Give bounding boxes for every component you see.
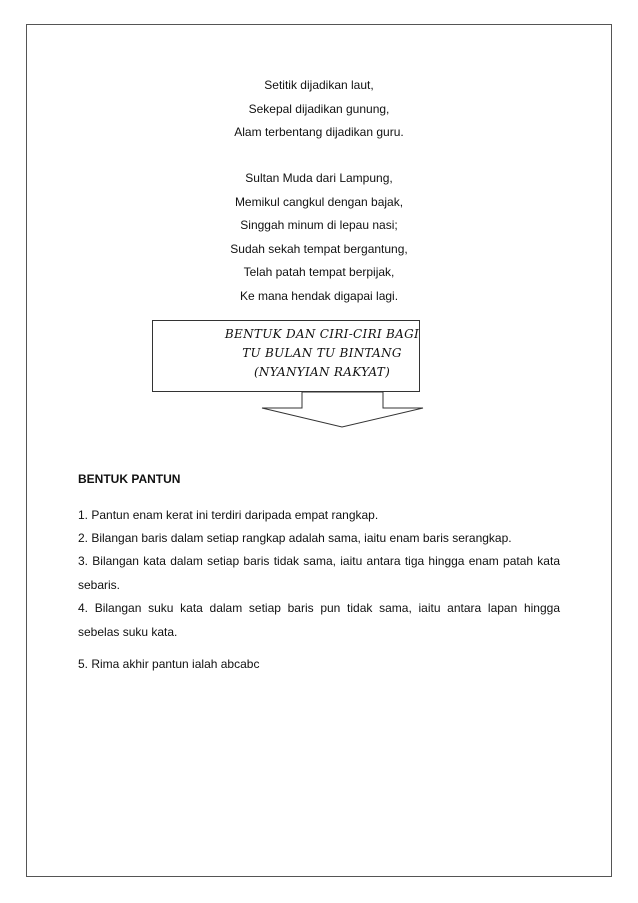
poem-line: Singgah minum di lepau nasi; <box>240 218 398 232</box>
poem-line: Sudah sekah tempat bergantung, <box>230 241 408 256</box>
pantun-point-2: 2. Bilangan baris dalam setiap rangkap adalah sama, iaitu enam baris serangkap. <box>78 531 512 545</box>
banner-line-2: TU BULAN TU BINTANG <box>242 346 402 360</box>
pantun-point-5: 5. Rima akhir pantun ialah abcabc <box>78 657 260 671</box>
poem-line: Telah patah tempat berpijak, <box>243 265 395 279</box>
poem-line: Sekepal dijadikan gunung, <box>248 101 390 116</box>
poem-line: Memikul cangkul dengan bajak, <box>234 194 404 209</box>
poem-line: Sultan Muda dari Lampung, <box>245 171 393 185</box>
section-heading: BENTUK PANTUN <box>78 472 181 486</box>
pantun-point-4: 4. Bilangan suku kata dalam setiap baris pun tidak sama, iaitu antara lapan hingga sebelas suku kata. <box>78 601 560 639</box>
banner-line-1: BENTUK DAN CIRI-CIRI BAGI <box>224 327 420 341</box>
poem-line: Setitik dijadikan laut, <box>264 78 374 92</box>
banner-line-3: (NYANYIAN RAKYAT) <box>253 365 391 379</box>
pantun-point-3: 3. Bilangan kata dalam setiap baris tidak sama, iaitu antara tiga hingga enam patah kata sebaris. <box>78 554 560 592</box>
pantun-point-1: 1. Pantun enam kerat ini terdiri daripada empat rangkap. <box>78 508 379 522</box>
poem-line: Alam terbentang dijadikan guru. <box>234 125 404 139</box>
poem-line: Ke mana hendak digapai lagi. <box>239 288 399 303</box>
